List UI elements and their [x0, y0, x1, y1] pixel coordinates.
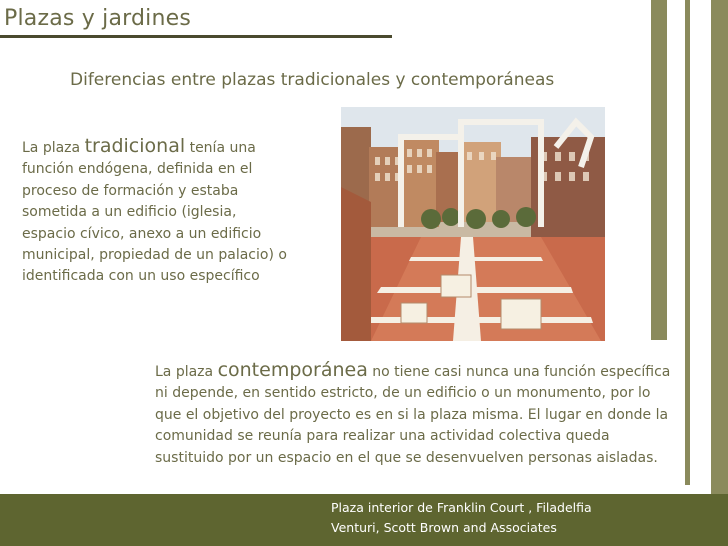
franklin-court-photo: [341, 107, 605, 341]
title-underline: [0, 35, 392, 38]
caption-line-1: Plaza interior de Franklin Court , Filadelfia: [331, 500, 592, 515]
decorative-stripe-right: [711, 0, 728, 494]
decorative-stripe-thin: [685, 0, 690, 485]
decorative-stripe-wide: [651, 0, 667, 340]
caption-line-2: Venturi, Scott Brown and Associates: [331, 520, 557, 535]
paragraph-traditional-body: tenía una función endógena, definida en el proceso de formación y estaba sometida a un edificio (iglesia, espacio cívico, anexo a un edificio municipal, propiedad de un palacio) o identificada con un uso específico: [22, 140, 287, 285]
paragraph-contemporary-lead: La plaza: [155, 364, 218, 380]
photo-caption: [331, 498, 592, 538]
paragraph-contemporary-body: no tiene casi nunca una función específica ni depende, en sentido estricto, de un edificio o un monumento, por lo que el objetivo del proyecto es en si la plaza misma. El lugar en donde la comunidad se reunía para realizar una actividad colectiva queda sustituido por un espacio en el que se desenvuelven personas aisladas.: [155, 364, 671, 466]
paragraph-traditional: [22, 136, 294, 288]
keyword-traditional: tradicional: [84, 135, 186, 157]
paragraph-traditional-lead: La plaza: [22, 140, 85, 156]
slide-subtitle: Diferencias entre plazas tradicionales y contemporáneas: [70, 70, 555, 90]
paragraph-contemporary: [155, 360, 675, 469]
slide-title: Plazas y jardines: [4, 6, 192, 31]
keyword-contemporary: contemporánea: [217, 359, 368, 381]
